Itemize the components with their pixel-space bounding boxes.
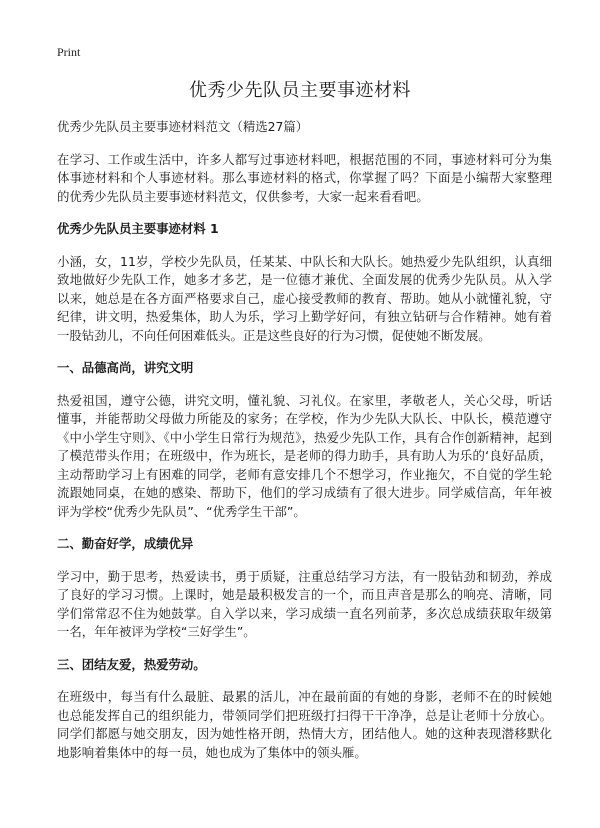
heading-moral-character: 一、品德高尚，讲究文明: [57, 360, 194, 375]
intro-paragraph: 在学习、工作或生活中，许多人都写过事迹材料吧，根据范围的不同，事迹材料可分为集体事迹材料和个人事迹材料。那么事迹材料的格式，你掌握了吗？下面是小编帮大家整理的优秀少先队员主要事迹材料范文，仅供参考，大家一起来看看吧。: [57, 151, 552, 204]
paragraph-unity-labor: 在班级中，每当有什么最脏、最累的活儿，冲在最前面的有她的身影，老师不在的时候她也总能发挥自己的组织能力，带领同学们把班级打扫得干干净净，总是让老师十分放心。同学们都愿与她交朋友，因为她性格开朗，热情大方，团结他人。她的这种表现潜移默化地影响着集体中的每一员，她也成为了集体中的领头雁。: [57, 689, 552, 760]
heading-diligent-study: 二、勤奋好学，成绩优异: [57, 536, 194, 551]
heading-unity-labor: 三、团结友爱，热爱劳动。: [57, 656, 206, 672]
section-title: 优秀少先队员主要事迹材料 1: [57, 221, 219, 236]
page-title: 优秀少先队员主要事迹材料: [189, 80, 411, 101]
article-body: [57, 118, 552, 776]
paragraph-diligent-study: 学习中，勤于思考，热爱读书，勇于质疑，注重总结学习方法，有一股钻劲和韧劲，养成了良好的学习习惯。上课时，她是最积极发言的一个，而且声音是那么的响亮、清晰，同学们常常忍不住为她鼓掌。自入学以来，学习成绩一直名列前茅，多次总成绩获取年级第一名，年年被评为学校“三好学生”。: [57, 568, 552, 639]
article-subtitle: 优秀少先队员主要事迹材料范文（精选27篇）: [57, 119, 309, 134]
section-intro-paragraph: 小涵，女，11岁，学校少先队员，任某某、中队长和大队长。她热爱少先队组织，认真细致地做好少先队工作，她多才多艺，是一位德才兼优、全面发展的优秀少先队员。从入学以来，她总是在各方面严格要求自己，虚心接受教师的教育、帮助。她从小就懂礼貌，守纪律，讲文明，热爱集体，助人为乐，学习上勤学好问，有独立钻研与合作精神。她有着一股钻劲儿，不向任何困难低头。正是这些良好的行为习惯，促使她不断发展。: [57, 253, 552, 343]
paragraph-moral-character: 热爱祖国，遵守公德，讲究文明，懂礼貌、习礼仪。在家里，孝敬老人，关心父母，听话懂事，并能帮助父母做力所能及的家务；在学校，作为少先队大队长、中队长，模范遵守《中小学生守则》、《中小学生日常行为规范》，热爱少先队工作，具有合作创新精神，起到了模范带头作用；在班级中，作为班长，是老师的得力助手，具有助人为乐的‘良好品质，主动帮助学习上有困难的同学，老师有意安排几个不想学习，作业拖欠，不自觉的学生轮流跟她同桌，在她的感染、帮助下，他们的学习成绩有了很大进步。同学威信高，年年被评为学校“优秀少先队员”、“优秀学生干部”。: [57, 392, 552, 519]
print-link[interactable]: Print: [57, 45, 81, 59]
